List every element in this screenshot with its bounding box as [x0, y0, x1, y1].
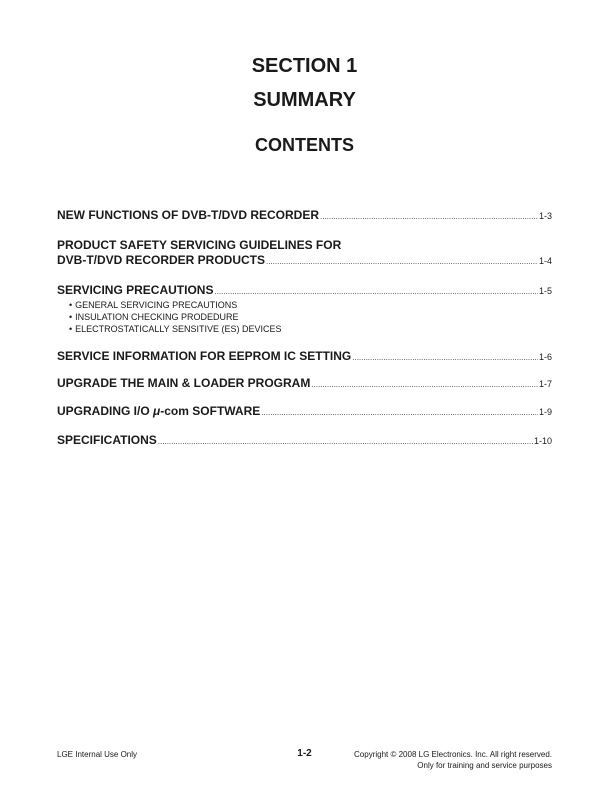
toc-leader	[214, 284, 538, 299]
toc-entry-eeprom	[57, 349, 552, 365]
toc-page: 1-7	[538, 379, 552, 389]
toc-leader	[158, 434, 533, 449]
toc-title: SERVICE INFORMATION FOR EEPROM IC SETTING	[57, 349, 352, 363]
toc-entry-servicing-precautions	[57, 283, 552, 335]
toc-leader	[352, 350, 538, 365]
toc-title: DVB-T/DVD RECORDER PRODUCTS	[57, 253, 266, 267]
toc-page: 1-9	[538, 407, 552, 417]
footer-page-number: 1-2	[297, 748, 312, 759]
toc-title: SPECIFICATIONS	[57, 433, 157, 447]
toc-entry-upgrade-main	[57, 376, 552, 392]
toc-entry-specifications	[57, 433, 552, 449]
toc-page: 1-10	[533, 436, 552, 446]
footer-copyright: Copyright © 2008 LG Electronics. Inc. All right reserved. Only for training and service purposes	[354, 750, 552, 770]
toc-entry-new-functions	[57, 208, 552, 224]
toc-title-line1: PRODUCT SAFETY SERVICING GUIDELINES FOR	[57, 238, 342, 252]
toc-title: NEW FUNCTIONS OF DVB-T/DVD RECORDER	[57, 208, 319, 222]
contents-heading: CONTENTS	[255, 135, 354, 155]
toc-entry-product-safety	[57, 238, 552, 269]
toc-page: 1-4	[538, 256, 552, 266]
toc-page: 1-6	[538, 352, 552, 362]
toc-subitem: • ELECTROSTATICALLY SENSITIVE (ES) DEVICES	[69, 324, 282, 334]
section-number: SECTION 1	[251, 55, 358, 77]
section-title: SUMMARY	[253, 89, 356, 111]
toc-subitem: • INSULATION CHECKING PRODEDURE	[69, 312, 239, 322]
toc-page: 1-5	[538, 286, 552, 296]
toc-leader	[311, 377, 538, 392]
toc-title: UPGRADE THE MAIN & LOADER PROGRAM	[57, 376, 311, 390]
toc-subitem: • GENERAL SERVICING PRECAUTIONS	[69, 300, 238, 310]
toc-leader	[261, 405, 538, 420]
toc-page: 1-3	[538, 211, 552, 221]
toc-entry-upgrading-io	[57, 404, 552, 420]
toc-leader	[266, 254, 538, 269]
toc-title: UPGRADING I/O μ-com SOFTWARE	[57, 404, 261, 418]
toc-leader	[320, 209, 538, 224]
footer-internal-use: LGE Internal Use Only	[57, 750, 138, 759]
toc-title: SERVICING PRECAUTIONS	[57, 283, 214, 297]
